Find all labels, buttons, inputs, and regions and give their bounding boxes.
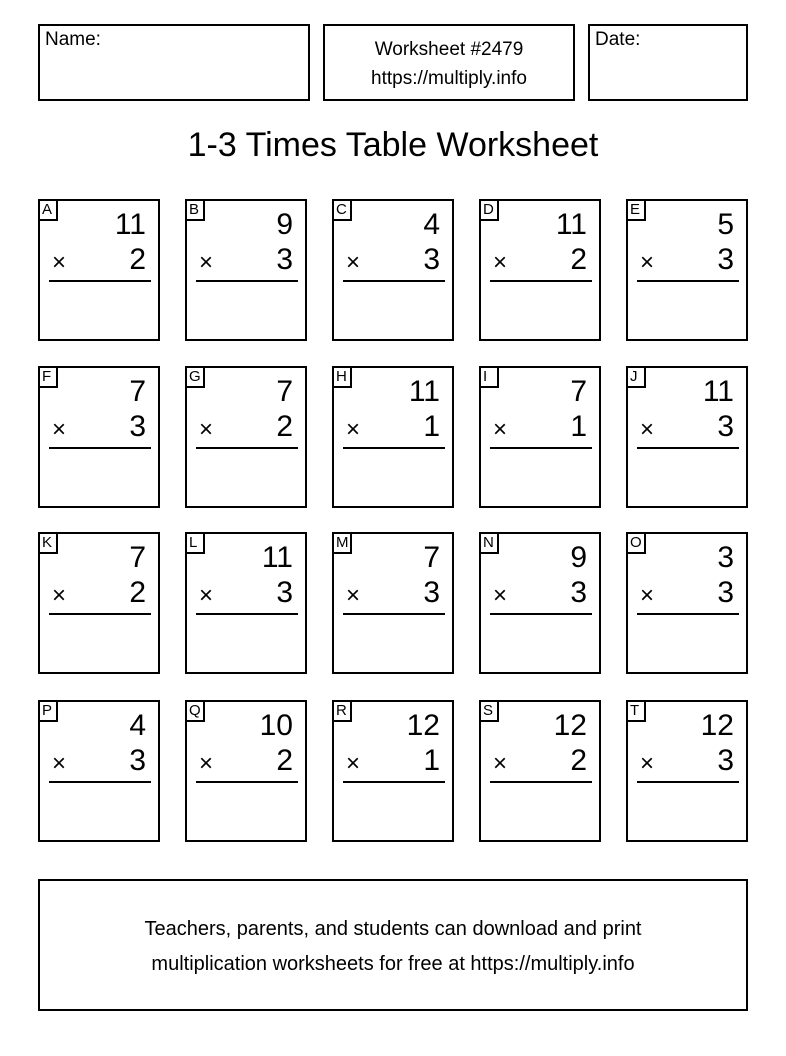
problem-box[interactable] <box>479 532 601 674</box>
multiplicand: 12 <box>700 709 734 742</box>
problem-box[interactable] <box>332 700 454 842</box>
answer-line <box>490 280 592 282</box>
problem-letter: L <box>185 532 205 554</box>
multiply-sign: × <box>199 416 214 443</box>
multiply-sign: × <box>640 582 655 609</box>
worksheet-info-box <box>323 24 575 101</box>
problem-box[interactable] <box>332 532 454 674</box>
multiplier: 2 <box>570 243 587 276</box>
multiply-sign: × <box>199 582 214 609</box>
multiplier: 3 <box>129 744 146 777</box>
name-label: Name: <box>45 29 101 50</box>
problem-letter: D <box>479 199 499 221</box>
multiplicand: 11 <box>702 375 734 408</box>
multiplier: 1 <box>423 744 440 777</box>
footer-line-1: Teachers, parents, and students can download and print <box>144 918 642 940</box>
answer-line <box>49 280 151 282</box>
answer-line <box>637 781 739 783</box>
multiplier: 3 <box>129 410 146 443</box>
problem-letter: I <box>479 366 499 388</box>
problem-letter: E <box>626 199 646 221</box>
multiply-sign: × <box>199 750 214 777</box>
problem-box[interactable] <box>38 366 160 508</box>
problem-box[interactable] <box>185 199 307 341</box>
answer-line <box>343 447 445 449</box>
multiplier: 3 <box>717 744 734 777</box>
multiplicand: 4 <box>423 208 440 241</box>
answer-line <box>490 781 592 783</box>
problem-box[interactable] <box>185 366 307 508</box>
problem-letter: H <box>332 366 352 388</box>
multiply-sign: × <box>640 249 655 276</box>
answer-line <box>637 613 739 615</box>
multiplier: 3 <box>276 243 293 276</box>
problem-letter: N <box>479 532 499 554</box>
multiplicand: 10 <box>259 709 293 742</box>
multiply-sign: × <box>346 750 361 777</box>
multiplicand: 9 <box>276 208 293 241</box>
problem-letter: R <box>332 700 352 722</box>
multiply-sign: × <box>52 582 67 609</box>
answer-line <box>196 781 298 783</box>
answer-line <box>49 447 151 449</box>
problem-box[interactable] <box>185 700 307 842</box>
problem-letter: P <box>38 700 58 722</box>
multiply-sign: × <box>52 750 67 777</box>
multiplier: 1 <box>570 410 587 443</box>
multiplicand: 12 <box>406 709 440 742</box>
answer-line <box>343 781 445 783</box>
multiplier: 3 <box>276 576 293 609</box>
answer-line <box>637 280 739 282</box>
multiplicand: 7 <box>423 541 440 574</box>
multiplicand: 7 <box>129 375 146 408</box>
answer-line <box>196 280 298 282</box>
problem-box[interactable] <box>479 366 601 508</box>
multiplier: 3 <box>717 243 734 276</box>
problem-box[interactable] <box>626 532 748 674</box>
problem-letter: T <box>626 700 646 722</box>
multiply-sign: × <box>199 249 214 276</box>
multiply-sign: × <box>493 582 508 609</box>
problem-letter: G <box>185 366 205 388</box>
multiplier: 3 <box>570 576 587 609</box>
multiply-sign: × <box>346 249 361 276</box>
answer-line <box>490 447 592 449</box>
worksheet-number: Worksheet #2479 <box>374 39 524 60</box>
multiplicand: 5 <box>717 208 734 241</box>
multiply-sign: × <box>52 416 67 443</box>
answer-line <box>343 280 445 282</box>
multiplier: 2 <box>129 243 146 276</box>
multiplicand: 4 <box>129 709 146 742</box>
multiplicand: 11 <box>114 208 146 241</box>
problem-letter: Q <box>185 700 205 722</box>
multiplicand: 11 <box>261 541 293 574</box>
multiplier: 3 <box>423 243 440 276</box>
problem-letter: M <box>332 532 352 554</box>
problem-box[interactable] <box>626 366 748 508</box>
multiplicand: 7 <box>570 375 587 408</box>
problem-box[interactable] <box>185 532 307 674</box>
site-url: https://multiply.info <box>371 68 527 89</box>
multiplicand: 12 <box>553 709 587 742</box>
problem-box[interactable] <box>332 366 454 508</box>
multiplicand: 7 <box>276 375 293 408</box>
date-label: Date: <box>595 29 641 50</box>
problem-box[interactable] <box>38 700 160 842</box>
multiply-sign: × <box>52 249 67 276</box>
multiplier: 3 <box>423 576 440 609</box>
answer-line <box>49 781 151 783</box>
multiplicand: 11 <box>555 208 587 241</box>
problem-box[interactable] <box>479 700 601 842</box>
problem-box[interactable] <box>626 199 748 341</box>
multiplicand: 3 <box>717 541 734 574</box>
footer-line-2: multiplication worksheets for free at https://multiply.info <box>151 953 635 975</box>
answer-line <box>196 613 298 615</box>
problem-box[interactable] <box>332 199 454 341</box>
multiply-sign: × <box>346 416 361 443</box>
page-title: 1-3 Times Table Worksheet <box>187 126 599 164</box>
multiplier: 2 <box>570 744 587 777</box>
multiply-sign: × <box>346 582 361 609</box>
multiply-sign: × <box>493 249 508 276</box>
answer-line <box>490 613 592 615</box>
answer-line <box>343 613 445 615</box>
problem-letter: K <box>38 532 58 554</box>
multiply-sign: × <box>640 750 655 777</box>
multiplier: 3 <box>717 576 734 609</box>
problem-letter: O <box>626 532 646 554</box>
answer-line <box>196 447 298 449</box>
multiplier: 2 <box>276 410 293 443</box>
problem-box[interactable] <box>38 199 160 341</box>
multiplicand: 11 <box>408 375 440 408</box>
answer-line <box>49 613 151 615</box>
footer-box <box>38 879 748 1011</box>
name-field-box[interactable] <box>38 24 310 101</box>
multiply-sign: × <box>493 416 508 443</box>
problem-box[interactable] <box>626 700 748 842</box>
problem-letter: S <box>479 700 499 722</box>
multiplier: 1 <box>423 410 440 443</box>
multiplier: 2 <box>129 576 146 609</box>
multiplier: 2 <box>276 744 293 777</box>
multiplicand: 7 <box>129 541 146 574</box>
multiply-sign: × <box>493 750 508 777</box>
problem-letter: F <box>38 366 58 388</box>
problem-box[interactable] <box>38 532 160 674</box>
multiply-sign: × <box>640 416 655 443</box>
problem-letter: J <box>626 366 646 388</box>
multiplicand: 9 <box>570 541 587 574</box>
problem-box[interactable] <box>479 199 601 341</box>
problem-letter: B <box>185 199 205 221</box>
multiplier: 3 <box>717 410 734 443</box>
answer-line <box>637 447 739 449</box>
date-field-box[interactable] <box>588 24 748 101</box>
problem-letter: A <box>38 199 58 221</box>
problem-letter: C <box>332 199 352 221</box>
